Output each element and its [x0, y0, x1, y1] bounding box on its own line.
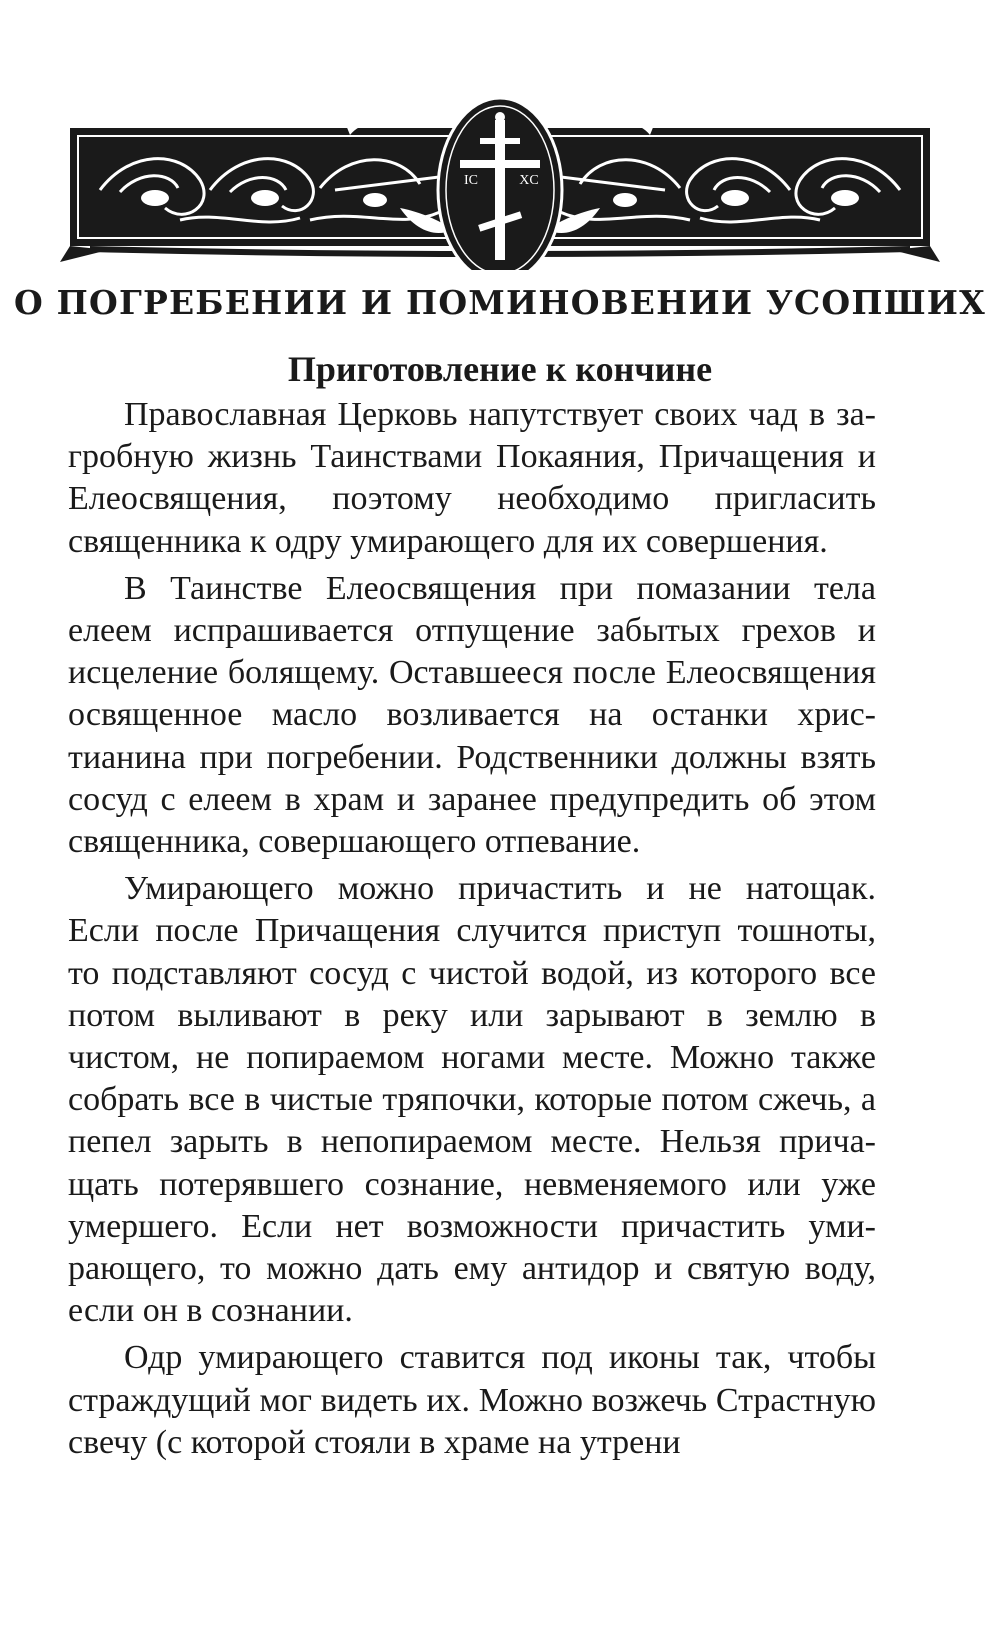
paragraph: Умирающего можно причастить и не натощак. Если после Причащения случится приступ тошноты, то подставляют сосуд с чистой водой, из которого все потом выливают в реку или зарывают в землю в чистом, не попираемом ногами месте. Можно также собрать все в чистые тряпочки, которые потом сжечь, а пепел зарыть в непопираемом месте. Нельзя причащать потерявшего сознание, невменяемого или уже умершего. Если нет возможности причастить умирающего, то можно дать ему антидор и святую воду, если он в сознании.	[68, 870, 876, 1330]
section-title: Приготовление к кончине	[287, 349, 713, 389]
monogram-left: IC	[464, 173, 478, 188]
paragraph: В Таинстве Елеосвящения при помазании тела елеем испрашивается отпущение забытых грехов и исцеление болящему. Оставшееся после Елеосвящения освященное масло возливается на останки христианина при погребении. Родственники должны взять сосуд с елеем в храм и заранее предупредить об этом священника, совершающего отпевание.	[68, 569, 876, 861]
paragraph: Православная Церковь напутствует своих чад в загробную жизнь Таинствами Покаяния, Причащения и Елеосвящения, поэтому необходимо пригласить священника к одру умирающего для их совершения.	[68, 396, 876, 560]
monogram-right: XC	[519, 173, 539, 188]
paragraph: Одр умирающего ставится под иконы так, чтобы страждущий мог видеть их. Можно возжечь Страстную свечу (с которой стояли в храме на утрени	[68, 1339, 876, 1461]
ornamental-headpiece	[60, 80, 940, 270]
page-title: О ПОГРЕБЕНИИ И ПОМИНОВЕНИИ УСОПШИХ	[14, 283, 986, 322]
body-text	[68, 394, 876, 1469]
